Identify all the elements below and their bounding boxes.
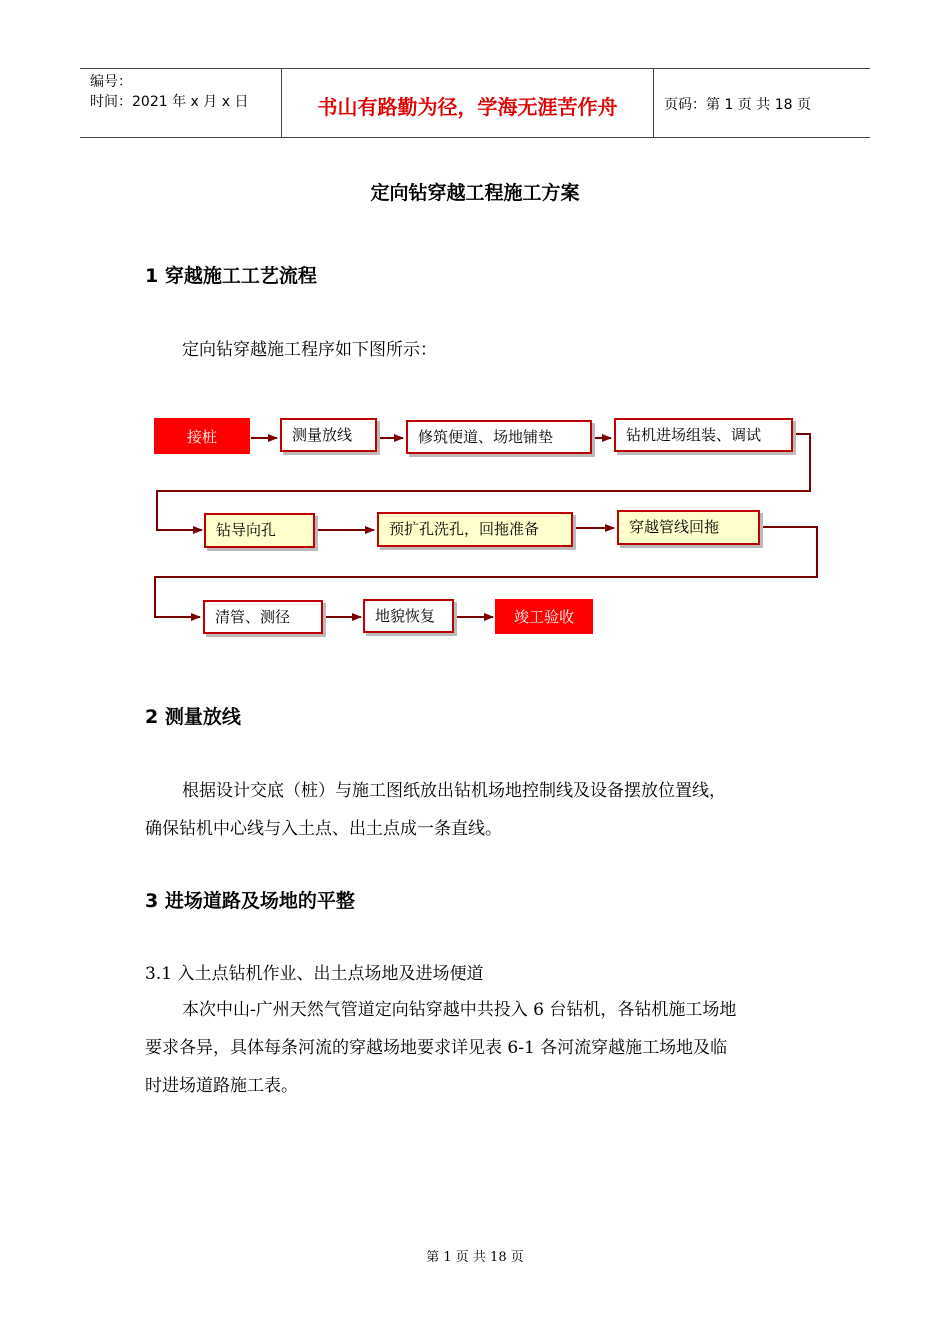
flow-step-stake-handover: 接桩 [154, 418, 250, 454]
section-1-intro [145, 331, 825, 369]
flow-step-prereaming: 预扩孔洗孔，回拖准备 [377, 512, 573, 547]
header-motto: 书山有路勤为径，学海无涯苦作舟 [317, 95, 618, 119]
header-meta-cell [80, 69, 282, 137]
header-page-info: 页码：第 1 页 共 18 页 [664, 97, 811, 113]
section-2-line-2: 确保钻机中心线与入土点、出土点成一条直线。 [145, 819, 502, 839]
document-number-label: 编号： [90, 74, 132, 90]
flow-step-pilot-hole: 钻导向孔 [204, 513, 315, 548]
section-1-intro-text: 定向钻穿越施工程序如下图所示： [182, 340, 437, 360]
section-3-body [145, 955, 825, 1105]
section-3-heading: 3 进场道路及场地的平整 [145, 890, 355, 912]
section-2-line-1: 根据设计交底（桩）与施工图纸放出钻机场地控制线及设备摆放位置线， [182, 781, 726, 801]
section-2-heading: 2 测量放线 [145, 706, 241, 728]
document-date-label: 时间：2021 年 x 月 x 日 [90, 94, 249, 110]
flow-step-landscape-restoration: 地貌恢复 [363, 599, 454, 633]
flow-step-rig-setup: 钻机进场组装、调试 [614, 418, 793, 452]
flow-step-completion-acceptance: 竣工验收 [495, 599, 593, 634]
section-3-1-heading: 3.1 入土点钻机作业、出土点场地及进场便道 [145, 964, 484, 984]
section-3-line-2: 要求各异，具体每条河流的穿越场地要求详见表 6-1 各河流穿越施工场地及临 [145, 1038, 728, 1058]
document-title: 定向钻穿越工程施工方案 [370, 182, 580, 204]
header-page-cell [654, 69, 870, 137]
flow-step-pullback: 穿越管线回拖 [617, 510, 760, 545]
header-motto-cell [282, 69, 654, 137]
flow-step-survey-layout: 测量放线 [280, 418, 377, 452]
section-1-heading: 1 穿越施工工艺流程 [145, 265, 317, 287]
page-header [80, 68, 870, 138]
section-2-paragraph [145, 772, 825, 848]
section-3-line-1: 本次中山-广州天然气管道定向钻穿越中共投入 6 台钻机，各钻机施工场地 [182, 1000, 737, 1020]
flow-step-pigging-gauging: 清管、测径 [203, 600, 323, 634]
flow-step-access-road: 修筑便道、场地铺垫 [406, 420, 592, 454]
section-3-line-3: 时进场道路施工表。 [145, 1076, 298, 1096]
page-footer: 第 1 页 共 18 页 [426, 1250, 524, 1265]
